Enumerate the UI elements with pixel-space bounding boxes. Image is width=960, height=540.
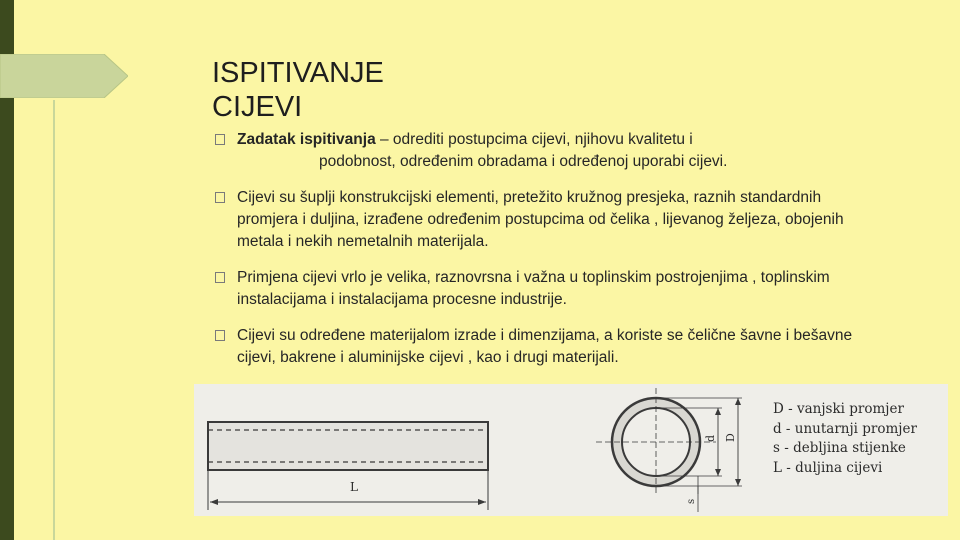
bullet-item [215,187,855,253]
label-L: L [350,480,358,494]
bullet-text: Cijevi su određene materijalom izrade i dimenzijama, a koriste se čelične šavne i bešavne cijevi, bakrene i aluminijske cijevi , kao i drugi materijali. [237,327,853,366]
bullet-item [215,267,855,311]
legend-item: s - debljina stijenke [773,440,906,456]
bullet-list [215,129,855,383]
bullet-item [215,129,855,173]
label-s: s [686,498,697,504]
pipe-cross-section [596,388,742,512]
legend-item: L - duljina cijevi [773,459,883,476]
bullet-item [215,325,855,369]
bullet-box-icon [215,134,225,145]
legend-item: D - vanjski promjer [773,401,904,417]
bullet-text: Primjena cijevi vrlo je velika, raznovrsna i važna u toplinskim postrojenjima , toplinskim instalacijama i instalacijama procesne industrije. [237,269,830,308]
bullet-text: – odrediti postupcima cijevi, njihovu kvalitetu i [375,131,693,148]
arrow-tab-shape [0,54,128,98]
bullet-box-icon [215,192,225,203]
pipe-diagram-figure [194,384,948,516]
bullet-bold-term: Zadatak ispitivanja [237,131,376,148]
bullet-text: Cijevi su šuplji konstrukcijski elementi, pretežito kružnog presjeka, raznih standardnih promjera i duljina, izrađene određenim postupcima od čelika , lijevanog željeza, obojenih metala i nekih nemetalnih materijala. [237,189,844,250]
bullet-text-continuation: podobnost, određenim obradama i određenoj uporabi cijevi. [319,153,728,170]
bullet-box-icon [215,272,225,283]
slide-title [212,56,512,124]
legend-item: d - unutarnji promjer [773,420,917,437]
label-D: D [724,433,737,442]
title-line-1: ISPITIVANJE [212,57,384,89]
decorative-vertical-line [53,100,55,540]
pipe-side-view [208,422,488,510]
bullet-box-icon [215,330,225,341]
title-line-2: CIJEVI [212,91,303,123]
dimension-legend [773,400,948,478]
label-d: d [704,434,717,442]
